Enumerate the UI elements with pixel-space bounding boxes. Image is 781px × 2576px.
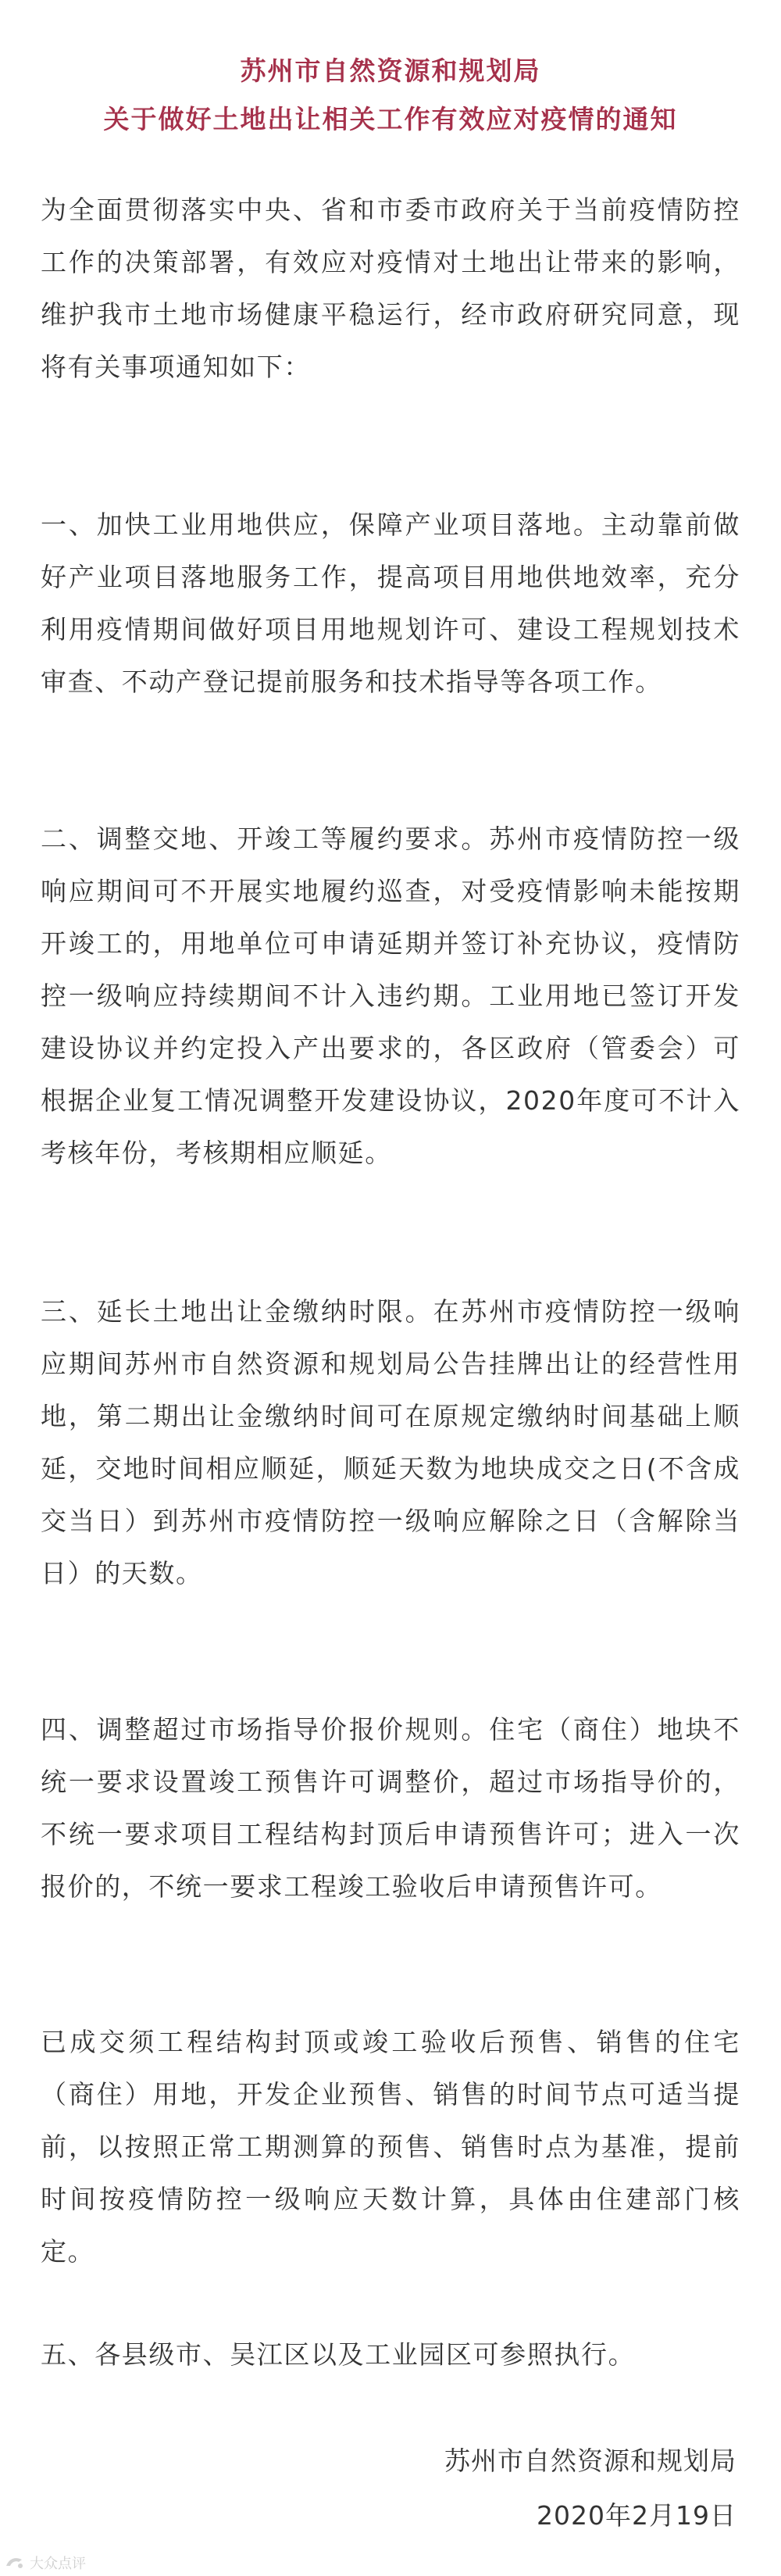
title-line-2: 关于做好土地出让相关工作有效应对疫情的通知 [103, 104, 678, 134]
watermark-logo-icon [5, 2555, 25, 2571]
item-4-paragraph: 四、调整超过市场指导价报价规则。住宅（商住）地块不统一要求设置竣工预售许可调整价，超过市场指导价的，不统一要求项目工程结构封顶后申请预售许可；进入一次报价的，不统一要求工程竣工验收后申请预售许可。 [41, 1714, 740, 1902]
title-line-1: 苏州市自然资源和规划局 [240, 55, 541, 86]
intro-paragraph: 为全面贯彻落实中央、省和市委市政府关于当前疫情防控工作的决策部署，有效应对疫情对土地出让带来的影响，维护我市土地市场健康平稳运行，经市政府研究同意，现将有关事项通知如下： [41, 195, 740, 382]
item-2-paragraph: 二、调整交地、开竣工等履约要求。苏州市疫情防控一级响应期间可不开展实地履约巡查，对受疫情影响未能按期开竣工的，用地单位可申请延期并签订补充协议，疫情防控一级响应持续期间不计入违约期。工业用地已签订开发建设协议并约定投入产出要求的，各区政府（管委会）可根据企业复工情况调整开发建设协议，2020年度可不计入考核年份，考核期相应顺延。 [41, 824, 740, 1168]
item-1-paragraph: 一、加快工业用地供应，保障产业项目落地。主动靠前做好产业项目落地服务工作，提高项目用地供地效率，充分利用疫情期间做好项目用地规划许可、建设工程规划技术审查、不动产登记提前服务和技术指导等各项工作。 [41, 509, 740, 697]
watermark-text: 大众点评 [30, 2556, 86, 2572]
item-4-continuation-paragraph: 已成交须工程结构封顶或竣工验收后预售、销售的住宅（商住）用地，开发企业预售、销售的时间节点可适当提前，以按照正常工期测算的预售、销售时点为基准，提前时间按疫情防控一级响应天数计算，具体由住建部门核定。 [41, 2027, 740, 2267]
item-3-paragraph: 三、延长土地出让金缴纳时限。在苏州市疫情防控一级响应期间苏州市自然资源和规划局公告挂牌出让的经营性用地，第二期出让金缴纳时间可在原规定缴纳时间基础上顺延，交地时间相应顺延，顺延天数为地块成交之日(不含成交当日）到苏州市疫情防控一级响应解除之日（含解除当日）的天数。 [41, 1296, 740, 1588]
signature-date: 2020年2月19日 [537, 2500, 736, 2531]
watermark [5, 2553, 86, 2573]
item-5-paragraph: 五、各县级市、吴江区以及工业园区可参照执行。 [41, 2339, 636, 2370]
signature-organization: 苏州市自然资源和规划局 [444, 2446, 736, 2476]
